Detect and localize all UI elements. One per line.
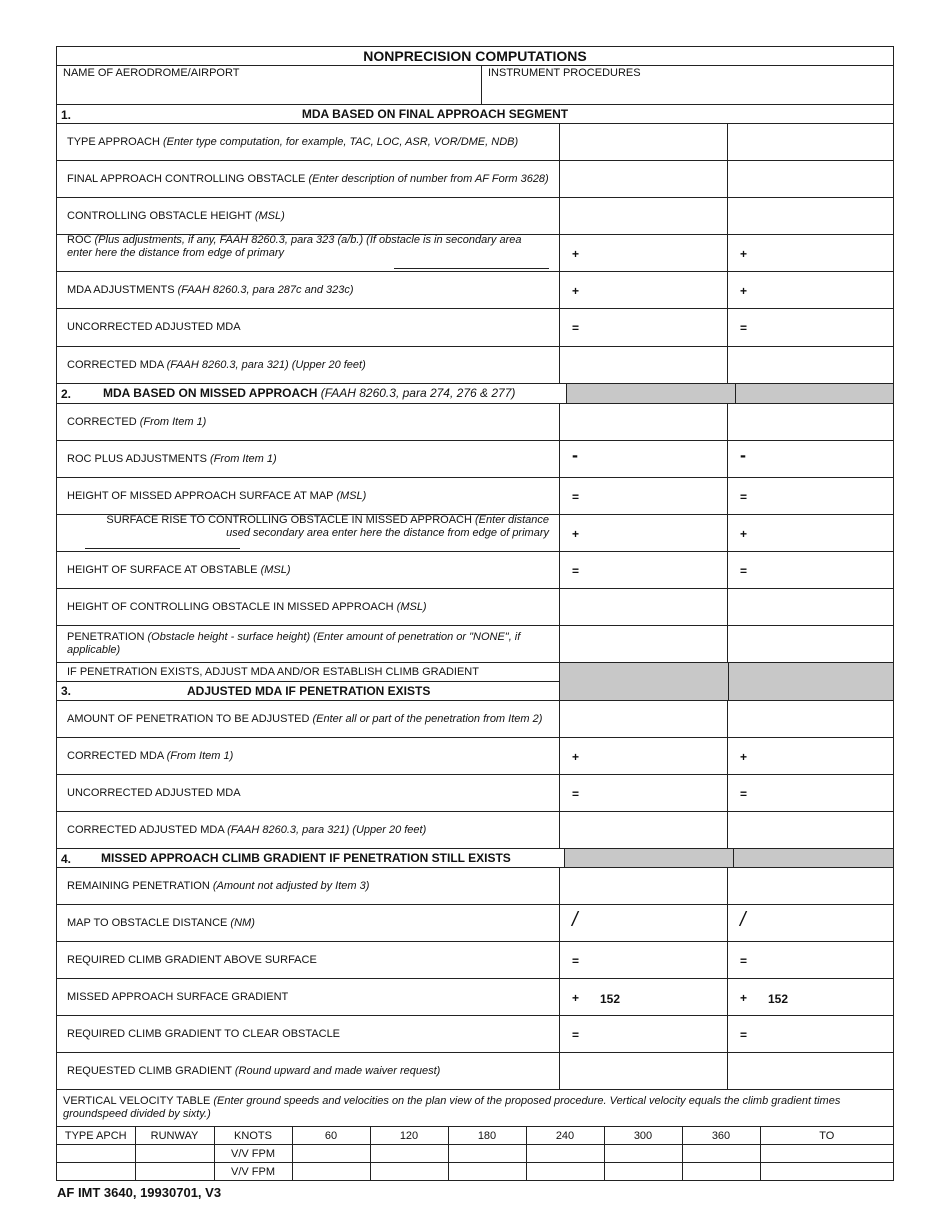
form [56, 46, 894, 1181]
vvt-header-cell: 60 [292, 1127, 370, 1145]
value-cell-1[interactable] [560, 552, 728, 588]
value-cell-1[interactable] [560, 272, 728, 308]
row-label [57, 309, 560, 346]
operator-symbol: - [740, 445, 746, 465]
operator-symbol: = [740, 564, 748, 578]
value-cell-2[interactable] [728, 347, 893, 383]
value-cell-1[interactable] [560, 979, 728, 1015]
value-cell-2[interactable] [728, 775, 893, 811]
row-label [57, 979, 560, 1015]
form-row [57, 905, 893, 942]
vvt-header-cell: RUNWAY [135, 1127, 214, 1145]
row-label-main: REQUESTED CLIMB GRADIENT [67, 1064, 235, 1077]
section1-num: 1. [61, 108, 72, 122]
row-label-text [67, 210, 285, 223]
value-cell-1[interactable] [560, 1016, 728, 1052]
section4-title: MISSED APPROACH CLIMB GRADIENT IF PENETRATION STILL EXISTS [97, 849, 565, 867]
section3-header [57, 682, 559, 700]
value-cell-2[interactable] [728, 942, 893, 978]
section2-shade-1 [567, 384, 736, 403]
section3-shade-2 [729, 663, 893, 700]
value-cell-2[interactable] [728, 515, 893, 551]
row-label-main: HEIGHT OF SURFACE AT OBSTABLE [67, 563, 261, 576]
row-label-text [67, 284, 354, 297]
value-cell-2[interactable] [728, 626, 893, 662]
vvt-input-cell[interactable] [135, 1145, 214, 1163]
value-cell-1[interactable] [560, 868, 728, 904]
vvt-input-cell[interactable] [292, 1163, 370, 1181]
section1-title: MDA BASED ON FINAL APPROACH SEGMENT [301, 107, 569, 121]
form-row [57, 272, 893, 309]
value-cell-2[interactable] [728, 235, 893, 271]
vvt-row [57, 1163, 893, 1181]
form-row [57, 198, 893, 235]
form-row [57, 701, 893, 738]
row-label [57, 478, 560, 514]
row-label-text [67, 564, 291, 577]
vvt-input-cell[interactable] [760, 1145, 893, 1163]
operator-symbol: = [740, 1028, 748, 1042]
value-cell-1[interactable] [560, 404, 728, 440]
operator-symbol: = [740, 490, 748, 504]
section2-num: 2. [61, 387, 72, 401]
form-row [57, 347, 893, 384]
operator-symbol: + [740, 991, 748, 1005]
section3-header-block [57, 663, 893, 701]
penetration-note: IF PENETRATION EXISTS, ADJUST MDA AND/OR ESTABLISH CLIMB GRADIENT [57, 663, 559, 682]
row-label [57, 1016, 560, 1052]
row-label [57, 1053, 560, 1089]
row-label-main: SURFACE RISE TO CONTROLLING OBSTACLE IN MISSED APPROACH [106, 513, 476, 526]
row-label-note: (From Item 1) [210, 452, 277, 465]
row-label [57, 626, 560, 662]
gradient-value: 152 [768, 992, 789, 1006]
vertical-velocity-note [57, 1090, 893, 1127]
value-cell-2[interactable] [728, 1053, 893, 1089]
vvt-note: (Enter ground speeds and velocities on the plan view of the proposed procedure. Vertical velocity equals the climb gradient times groundspeed divided by sixty.) [63, 1095, 841, 1120]
value-cell-2[interactable] [728, 161, 893, 197]
row-label-note: (FAAH 8260.3, para 321) (Upper 20 feet) [166, 358, 366, 371]
row-label-main: FINAL APPROACH CONTROLLING OBSTACLE [67, 172, 309, 185]
operator-symbol: = [740, 321, 748, 335]
vvt-input-cell[interactable] [292, 1145, 370, 1163]
value-cell-2[interactable] [728, 198, 893, 234]
operator-symbol: + [572, 991, 580, 1005]
row-label [57, 235, 560, 271]
operator-symbol: + [572, 247, 580, 261]
section1-header [57, 105, 893, 124]
vvt-row-label: V/V FPM [214, 1163, 292, 1181]
row-label [57, 272, 560, 308]
form-row [57, 979, 893, 1016]
row-label [57, 942, 560, 978]
operator-symbol: + [740, 527, 748, 541]
form-row [57, 124, 893, 161]
row-label-main: REQUIRED CLIMB GRADIENT ABOVE SURFACE [67, 953, 317, 966]
vvt-input-cell[interactable] [448, 1163, 526, 1181]
row-label-main: ROC [67, 233, 95, 246]
row-label-text [67, 954, 317, 967]
form-row [57, 589, 893, 626]
row-label [57, 124, 560, 160]
value-cell-2[interactable] [728, 979, 893, 1015]
gradient-value: 152 [600, 992, 621, 1006]
value-cell-2[interactable] [728, 124, 893, 160]
section2-shade-2 [736, 384, 893, 403]
value-cell-2[interactable] [728, 812, 893, 848]
vvt-input-cell[interactable] [760, 1163, 893, 1181]
form-row [57, 161, 893, 198]
value-cell-1[interactable] [560, 1053, 728, 1089]
row-label [57, 868, 560, 904]
section3-num: 3. [61, 684, 72, 698]
form-row [57, 441, 893, 478]
form-row [57, 478, 893, 515]
row-label-main: HEIGHT OF CONTROLLING OBSTACLE IN MISSED APPROACH [67, 600, 397, 613]
vertical-velocity-table [57, 1127, 893, 1180]
value-cell-2[interactable] [728, 552, 893, 588]
row-label-main: CORRECTED MDA [67, 749, 167, 762]
operator-symbol: + [572, 284, 580, 298]
operator-symbol: - [572, 445, 578, 465]
row-label-note: (From Item 1) [139, 415, 207, 428]
operator-symbol: = [572, 1028, 580, 1042]
section1-rows [57, 124, 893, 384]
vvt-row [57, 1145, 893, 1163]
operator-symbol: / [572, 909, 578, 931]
row-label-main: CORRECTED MDA [67, 358, 167, 371]
procedures-field[interactable] [482, 66, 893, 104]
row-label [57, 198, 560, 234]
vvt-row-label: V/V FPM [214, 1145, 292, 1163]
vvt-header-cell: 300 [604, 1127, 682, 1145]
header-row [57, 66, 893, 105]
row-label-main: CORRECTED [67, 415, 140, 428]
vvt-header-cell: TYPE APCH [57, 1127, 135, 1145]
row-label [57, 812, 560, 848]
section2-header [57, 384, 893, 404]
row-label-note: (Plus adjustments, if any, FAAH 8260.3, para 323 (a/b.) (If obstacle is in secondary area enter here the distance from edge of primary [67, 233, 522, 259]
form-row [57, 626, 893, 663]
section4-shade-1 [565, 849, 734, 867]
distance-blank-line[interactable] [85, 538, 240, 549]
value-cell-1[interactable] [560, 478, 728, 514]
aerodrome-field[interactable] [57, 66, 482, 104]
row-label-note: (MSL) [260, 563, 291, 576]
row-label-note: (FAAH 8260.3, para 287c and 323c) [177, 283, 354, 296]
section4-rows [57, 868, 893, 1090]
row-label-text [67, 601, 427, 614]
vvt-input-cell[interactable] [370, 1163, 448, 1181]
value-cell-2[interactable] [728, 404, 893, 440]
operator-symbol: + [572, 527, 580, 541]
row-label-text [67, 416, 206, 429]
vvt-input-cell[interactable] [57, 1163, 135, 1181]
section3-left [57, 663, 560, 700]
row-label-main: UNCORRECTED ADJUSTED MDA [67, 321, 241, 333]
operator-symbol: = [572, 564, 580, 578]
row-label-text [67, 991, 288, 1004]
row-label-note: (Enter description of number from AF Form 3628) [308, 172, 549, 185]
row-label-main: HEIGHT OF MISSED APPROACH SURFACE AT MAP [67, 489, 337, 502]
row-label [57, 404, 560, 440]
row-label-note: (Amount not adjusted by Item 3) [212, 879, 370, 892]
row-label-main: MAP TO OBSTACLE DISTANCE [67, 916, 231, 929]
value-cell-1[interactable] [560, 124, 728, 160]
value-cell-1[interactable] [560, 942, 728, 978]
row-label-text [67, 1065, 440, 1078]
vvt-header-cell: 120 [370, 1127, 448, 1145]
operator-symbol: + [740, 247, 748, 261]
operator-symbol: + [572, 750, 580, 764]
row-label-text [67, 359, 366, 372]
row-label-text [67, 880, 369, 893]
row-label-text [67, 713, 542, 726]
operator-symbol: / [740, 909, 746, 931]
row-label-main: CORRECTED ADJUSTED MDA [67, 823, 228, 836]
vvt-input-cell[interactable] [526, 1145, 604, 1163]
value-cell-1[interactable] [560, 626, 728, 662]
section4-shade-2 [734, 849, 893, 867]
row-label-note: (MSL) [396, 600, 427, 613]
value-cell-1[interactable] [560, 738, 728, 774]
row-label [57, 701, 560, 737]
value-cell-1[interactable] [560, 905, 728, 941]
row-label-note: (NM) [230, 916, 255, 929]
row-label-main: AMOUNT OF PENETRATION TO BE ADJUSTED [67, 712, 313, 725]
value-cell-2[interactable] [728, 868, 893, 904]
row-label-note: (FAAH 8260.3, para 321) (Upper 20 feet) [227, 823, 427, 836]
form-row [57, 1053, 893, 1090]
section3-rows [57, 701, 893, 849]
row-label [57, 738, 560, 774]
value-cell-2[interactable] [728, 441, 893, 477]
section4-header [57, 849, 893, 868]
row-label-text [67, 136, 518, 149]
operator-symbol: + [740, 284, 748, 298]
row-label-text [67, 631, 549, 657]
row-label [57, 515, 560, 551]
vvt-label: VERTICAL VELOCITY TABLE [63, 1095, 214, 1107]
operator-symbol: = [572, 321, 580, 335]
row-label-text [67, 1028, 340, 1041]
vvt-input-cell[interactable] [448, 1145, 526, 1163]
row-label-main: REMAINING PENETRATION [67, 879, 213, 892]
row-label-note: (Round upward and made waiver request) [234, 1064, 441, 1077]
vvt-input-cell[interactable] [604, 1145, 682, 1163]
row-label [57, 441, 560, 477]
operator-symbol: = [572, 787, 580, 801]
row-label-main: PENETRATION [67, 631, 148, 643]
row-label-note: (MSL) [254, 209, 285, 222]
value-cell-1[interactable] [560, 515, 728, 551]
value-cell-1[interactable] [560, 161, 728, 197]
form-row [57, 309, 893, 347]
value-cell-2[interactable] [728, 905, 893, 941]
section3-title: ADJUSTED MDA IF PENETRATION EXISTS [187, 684, 431, 698]
row-label-text [67, 173, 549, 186]
vvt-header-cell: KNOTS [214, 1127, 292, 1145]
value-cell-2[interactable] [728, 1016, 893, 1052]
form-row [57, 738, 893, 775]
row-label-main: MISSED APPROACH SURFACE GRADIENT [67, 990, 289, 1003]
vvt-input-cell[interactable] [57, 1145, 135, 1163]
procedures-label: INSTRUMENT PROCEDURES [488, 67, 641, 79]
value-cell-1[interactable] [560, 589, 728, 625]
vvt-input-cell[interactable] [604, 1163, 682, 1181]
aerodrome-label: NAME OF AERODROME/AIRPORT [63, 67, 240, 79]
form-row [57, 1016, 893, 1053]
row-label-text [67, 917, 255, 930]
vvt-input-cell[interactable] [682, 1163, 760, 1181]
form-title: NONPRECISION COMPUTATIONS [57, 47, 893, 66]
row-label [57, 347, 560, 383]
value-cell-1[interactable] [560, 701, 728, 737]
section2-title-note: (FAAH 8260.3, para 274, 276 & 277) [320, 386, 516, 400]
row-label [57, 161, 560, 197]
vvt-header-cell: 180 [448, 1127, 526, 1145]
row-label-text [67, 453, 277, 466]
form-row [57, 775, 893, 812]
vvt-input-cell[interactable] [370, 1145, 448, 1163]
form-row [57, 552, 893, 589]
form-footer: AF IMT 3640, 19930701, V3 [57, 1185, 222, 1200]
row-label-text [67, 750, 233, 763]
row-label-note: (Obstacle height - surface height) (Enter amount of penetration or "NONE", if applicable) [67, 631, 521, 656]
operator-symbol: = [740, 954, 748, 968]
form-row [57, 235, 893, 272]
row-label-main: CONTROLLING OBSTACLE HEIGHT [67, 209, 255, 222]
form-row [57, 812, 893, 849]
row-label [57, 552, 560, 588]
section2-title [97, 384, 567, 403]
vvt-header-cell: TO [760, 1127, 893, 1145]
value-cell-2[interactable] [728, 738, 893, 774]
vvt-input-cell[interactable] [135, 1163, 214, 1181]
operator-symbol: + [740, 750, 748, 764]
operator-symbol: = [572, 490, 580, 504]
value-cell-1[interactable] [560, 309, 728, 346]
form-row [57, 404, 893, 441]
value-cell-2[interactable] [728, 701, 893, 737]
row-label-note: (MSL) [336, 489, 367, 502]
value-cell-1[interactable] [560, 235, 728, 271]
vvt-header-row [57, 1127, 893, 1145]
value-cell-2[interactable] [728, 478, 893, 514]
distance-blank-line[interactable] [394, 258, 549, 269]
row-label-note: (Enter all or part of the penetration from Item 2) [312, 712, 543, 725]
row-label [57, 775, 560, 811]
form-row [57, 515, 893, 552]
row-label-main: ROC PLUS ADJUSTMENTS [67, 452, 211, 465]
operator-symbol: = [740, 787, 748, 801]
vvt-header-cell: 240 [526, 1127, 604, 1145]
value-cell-1[interactable] [560, 812, 728, 848]
row-label [57, 905, 560, 941]
value-cell-1[interactable] [560, 441, 728, 477]
row-label-text [67, 787, 241, 800]
value-cell-1[interactable] [560, 347, 728, 383]
row-label [57, 589, 560, 625]
value-cell-2[interactable] [728, 272, 893, 308]
section4-num: 4. [61, 852, 72, 866]
row-label-text [67, 490, 366, 503]
row-label-main: MDA ADJUSTMENTS [67, 283, 178, 296]
row-label-note: (Enter distance used secondary area enter here the distance from edge of primary [226, 513, 549, 539]
operator-symbol: = [572, 954, 580, 968]
row-label-text [67, 824, 426, 837]
value-cell-1[interactable] [560, 775, 728, 811]
row-label-text [67, 321, 241, 334]
row-label-main: REQUIRED CLIMB GRADIENT TO CLEAR OBSTACLE [67, 1027, 341, 1040]
value-cell-2[interactable] [728, 309, 893, 346]
row-label-text [85, 514, 549, 553]
vvt-input-cell[interactable] [526, 1163, 604, 1181]
row-label-text [67, 234, 549, 273]
row-label-note: (From Item 1) [166, 749, 234, 762]
row-label-note: (Enter type computation, for example, TAC, LOC, ASR, VOR/DME, NDB) [162, 135, 519, 148]
vvt-input-cell[interactable] [682, 1145, 760, 1163]
vvt-header-cell: 360 [682, 1127, 760, 1145]
value-cell-2[interactable] [728, 589, 893, 625]
row-label-main: UNCORRECTED ADJUSTED MDA [67, 786, 241, 799]
form-row [57, 868, 893, 905]
value-cell-1[interactable] [560, 198, 728, 234]
section2-rows [57, 404, 893, 663]
form-row [57, 942, 893, 979]
section2-title-text: MDA BASED ON MISSED APPROACH [103, 386, 321, 400]
section3-shade-1 [560, 663, 729, 700]
row-label-main: TYPE APPROACH [67, 135, 163, 148]
